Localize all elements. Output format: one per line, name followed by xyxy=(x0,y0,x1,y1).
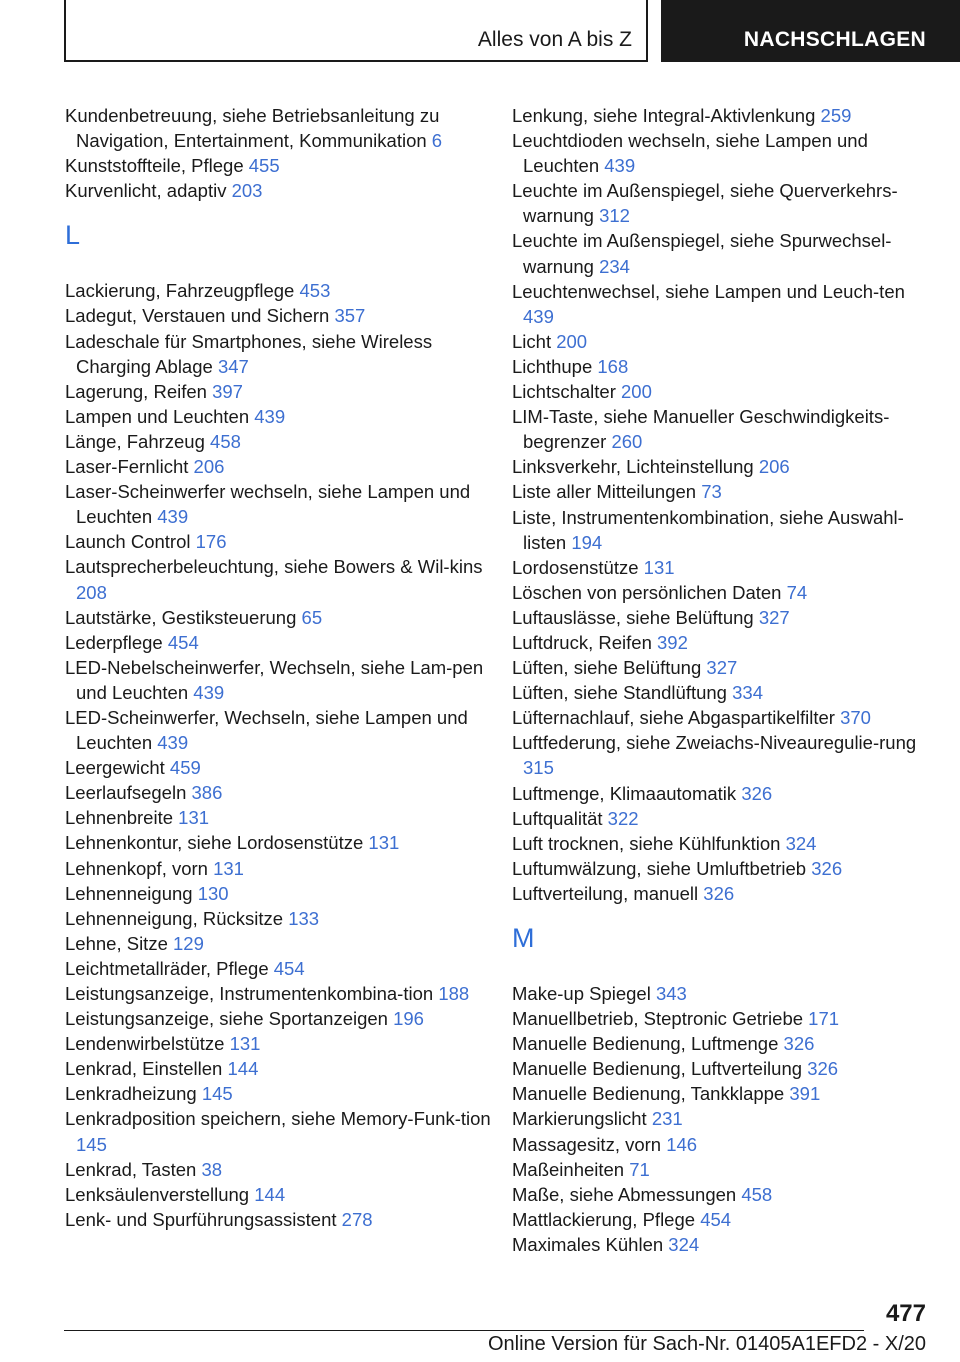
index-entry xyxy=(65,178,495,203)
index-entry xyxy=(512,1232,932,1257)
index-entry-text: Maße, siehe Abmessungen xyxy=(512,1183,737,1205)
index-column-right xyxy=(512,103,932,1257)
index-entry xyxy=(65,605,495,630)
index-entry-text: Ladegut, Verstauen und Sichern xyxy=(65,305,330,327)
page-link[interactable]: 327 xyxy=(758,606,790,628)
index-entry xyxy=(512,1056,932,1081)
page-link[interactable]: 144 xyxy=(227,1058,259,1080)
index-entry xyxy=(65,956,495,981)
page-link[interactable]: 133 xyxy=(288,907,320,929)
page-link[interactable]: 145 xyxy=(76,1133,107,1155)
index-entry-text: Leichtmetallräder, Pflege xyxy=(65,957,269,979)
index-entry xyxy=(512,680,932,705)
index-entry xyxy=(65,755,495,780)
index-entry xyxy=(512,630,932,655)
index-entry-text: Luftmenge, Klimaautomatik xyxy=(512,782,737,804)
index-entry-text: Make-up Spiegel xyxy=(512,983,651,1004)
index-entry-text: Luft trocknen, siehe Kühlfunktion xyxy=(512,832,781,854)
index-entry xyxy=(65,805,495,830)
index-entry xyxy=(512,881,932,906)
index-entry xyxy=(65,881,495,906)
index-entry-text: Lordosenstütze xyxy=(512,556,639,578)
index-entry xyxy=(65,404,495,429)
index-entry xyxy=(512,1031,932,1056)
index-entry xyxy=(65,153,495,178)
index-entry-text: Lautsprecherbeleuchtung, siehe Bowers & Wil-kins xyxy=(65,556,483,578)
index-entry-text: Luftverteilung, manuell xyxy=(512,882,699,904)
index-letter-heading: M xyxy=(512,923,535,953)
page-link[interactable]: 458 xyxy=(741,1183,773,1205)
index-entry-text: Lenkradheizung xyxy=(65,1083,197,1105)
index-entry-text: Manuelle Bedienung, Luftmenge xyxy=(512,1033,779,1055)
page-link[interactable]: 370 xyxy=(840,707,871,729)
page-link[interactable]: 208 xyxy=(76,581,107,603)
page-link[interactable]: 73 xyxy=(701,481,722,503)
page-link[interactable]: 131 xyxy=(368,832,400,854)
page-link[interactable]: 231 xyxy=(651,1108,683,1130)
page-link[interactable]: 74 xyxy=(786,581,808,603)
index-entry xyxy=(512,329,932,354)
index-entry-text: Leerlaufsegeln xyxy=(65,782,187,804)
page-link[interactable]: 130 xyxy=(197,882,229,904)
index-entry xyxy=(65,329,495,379)
index-entry-text: Laser-Fernlicht xyxy=(65,456,189,478)
index-entry-text: Lenkung, siehe Integral-Aktivlenkung xyxy=(512,105,816,126)
page-link[interactable]: 65 xyxy=(301,606,323,628)
index-entry xyxy=(65,529,495,554)
page-link[interactable]: 38 xyxy=(201,1158,223,1180)
index-entry-text: Ladeschale für Smartphones, siehe Wireless Charging Ablage xyxy=(65,330,433,377)
index-entry-text: Lagerung, Reifen xyxy=(65,380,207,402)
index-entry-text: Lautstärke, Gestiksteuerung xyxy=(65,606,297,628)
page-link[interactable]: 439 xyxy=(604,155,636,177)
index-entry-text: Lenk- und Spurführungsassistent xyxy=(65,1208,337,1230)
index-entry xyxy=(512,178,932,228)
index-entry xyxy=(65,429,495,454)
index-entry-text: Laser-Scheinwerfer wechseln, siehe Lampen und Leuchten xyxy=(65,481,471,528)
index-entry-text: Lenkradposition speichern, siehe Memory-Funk-tion xyxy=(65,1108,491,1130)
index-entry-text: Lendenwirbelstütze xyxy=(65,1033,225,1055)
index-entry xyxy=(65,705,495,755)
page-link[interactable]: 439 xyxy=(193,681,225,703)
index-entry-text: Liste, Instrumentenkombination, siehe Auswahl-listen xyxy=(512,506,904,553)
index-entry xyxy=(65,981,495,1006)
index-entry xyxy=(512,981,932,1006)
index-entry xyxy=(512,806,932,831)
page-link[interactable]: 454 xyxy=(167,631,199,653)
index-entry xyxy=(512,1182,932,1207)
index-entry xyxy=(512,454,932,479)
page-link[interactable]: 146 xyxy=(666,1133,698,1155)
page-link[interactable]: 439 xyxy=(157,506,189,528)
index-entry-text: Lenksäulenverstellung xyxy=(65,1183,250,1205)
index-entry xyxy=(65,379,495,404)
index-entry-text: Kurvenlicht, adaptiv xyxy=(65,180,227,202)
page-link[interactable]: 206 xyxy=(193,456,225,478)
page-link[interactable]: 278 xyxy=(341,1208,373,1230)
index-entry-text: Lichtschalter xyxy=(512,381,616,403)
page-link[interactable]: 439 xyxy=(523,305,554,327)
page-link[interactable]: 6 xyxy=(431,130,443,152)
index-entry-text: Luftfederung, siehe Zweiachs-Niveauregulie-rung xyxy=(512,732,917,754)
index-entry xyxy=(65,454,495,479)
index-entry-text: Liste aller Mitteilungen xyxy=(512,481,697,503)
index-entry xyxy=(65,1207,495,1232)
index-column-left xyxy=(65,103,495,1232)
page-link[interactable]: 171 xyxy=(808,1008,840,1030)
index-entry-text: Markierungslicht xyxy=(512,1108,647,1130)
page-link[interactable]: 194 xyxy=(571,531,603,553)
index-entry-text: Mattlackierung, Pflege xyxy=(512,1208,696,1230)
index-entry xyxy=(512,228,932,278)
index-entry-text: Lehne, Sitze xyxy=(65,932,168,954)
index-entry-text: Lenkrad, Einstellen xyxy=(65,1058,223,1080)
index-entry-text: Luftdruck, Reifen xyxy=(512,631,652,653)
page-link[interactable]: 324 xyxy=(668,1233,700,1255)
page-link[interactable]: 459 xyxy=(169,757,201,779)
header-tab[interactable] xyxy=(661,0,960,62)
page-link[interactable]: 391 xyxy=(789,1083,821,1105)
index-entry-text: Leistungsanzeige, Instrumentenkombina-tion xyxy=(65,983,434,1004)
page-link[interactable]: 131 xyxy=(643,556,675,578)
index-entry xyxy=(512,479,932,504)
index-entry xyxy=(512,831,932,856)
page-link[interactable]: 386 xyxy=(191,782,223,804)
index-entry-text: LED-Nebelscheinwerfer, Wechseln, siehe Lam-pen und Leuchten xyxy=(65,656,484,703)
page-link[interactable]: 357 xyxy=(334,305,366,327)
index-entry xyxy=(65,931,495,956)
page-link[interactable]: 326 xyxy=(783,1033,815,1055)
index-entry xyxy=(512,1132,932,1157)
index-entry xyxy=(512,379,932,404)
page-link[interactable]: 454 xyxy=(700,1208,732,1230)
page-link[interactable]: 326 xyxy=(741,782,773,804)
index-entry-text: Lenkrad, Tasten xyxy=(65,1158,197,1180)
index-entry xyxy=(65,1031,495,1056)
index-entry xyxy=(512,279,932,329)
index-entry-text: Manuelle Bedienung, Tankklappe xyxy=(512,1083,785,1105)
page-link[interactable]: 129 xyxy=(173,932,204,954)
index-entry-text: Launch Control xyxy=(65,531,191,553)
index-entry-text: Leuchtenwechsel, siehe Lampen und Leuch-ten xyxy=(512,280,905,302)
footer-online-version: Online Version für Sach-Nr. 01405A1EFD2 - X/20 xyxy=(487,1333,926,1355)
page-link[interactable]: 392 xyxy=(657,631,688,653)
page-link[interactable]: 259 xyxy=(820,105,852,126)
page-link[interactable]: 334 xyxy=(732,682,763,704)
page-link[interactable]: 144 xyxy=(254,1183,286,1205)
index-entry-text: Manuellbetrieb, Steptronic Getriebe xyxy=(512,1008,804,1030)
page-link[interactable]: 324 xyxy=(785,832,817,854)
index-entry-text: Löschen von persönlichen Daten xyxy=(512,581,782,603)
header-section-title: Alles von A bis Z xyxy=(477,28,632,51)
index-entry xyxy=(65,830,495,855)
index-entry-text: Lehnenbreite xyxy=(65,807,174,829)
index-entry-text: Lehnenkopf, vorn xyxy=(65,857,208,879)
index-entry xyxy=(512,580,932,605)
index-entry xyxy=(65,103,495,153)
page-link[interactable]: 453 xyxy=(299,280,331,302)
index-entry xyxy=(512,1006,932,1031)
page-link[interactable]: 145 xyxy=(201,1083,233,1105)
page-link[interactable]: 315 xyxy=(523,757,554,779)
index-entry-text: Lehnenneigung, Rücksitze xyxy=(65,907,284,929)
index-entry xyxy=(65,630,495,655)
index-entry xyxy=(65,479,495,529)
index-entry xyxy=(65,780,495,805)
page-link[interactable]: 168 xyxy=(597,355,629,377)
index-entry-text: Lackierung, Fahrzeugpflege xyxy=(65,280,295,302)
index-entry xyxy=(512,1081,932,1106)
index-entry-text: Lichthupe xyxy=(512,355,593,377)
page-link[interactable]: 131 xyxy=(213,857,244,879)
index-entry-text: Leuchtdioden wechseln, siehe Lampen und Leuchten xyxy=(512,130,868,177)
index-entry xyxy=(512,1157,932,1182)
page-link[interactable]: 196 xyxy=(393,1008,424,1030)
page-link[interactable]: 131 xyxy=(178,807,210,829)
index-entry xyxy=(512,555,932,580)
index-entry-text: Lehnenneigung xyxy=(65,882,193,904)
index-entry-text: Lampen und Leuchten xyxy=(65,405,250,427)
page-link[interactable]: 176 xyxy=(195,531,227,553)
index-entry xyxy=(512,730,932,780)
page-link[interactable]: 131 xyxy=(229,1033,261,1055)
index-entry-text: Linksverkehr, Lichteinstellung xyxy=(512,456,754,478)
index-entry xyxy=(65,856,495,881)
page-link[interactable]: 326 xyxy=(807,1058,839,1080)
page-link[interactable]: 322 xyxy=(607,807,639,829)
index-entry xyxy=(512,705,932,730)
index-entry-text: Luftumwälzung, siehe Umluftbetrieb xyxy=(512,857,807,879)
page-link[interactable]: 71 xyxy=(629,1158,650,1180)
page-link[interactable]: 397 xyxy=(212,380,243,402)
page-link[interactable]: 439 xyxy=(157,732,189,754)
index-entry-text: Lüften, siehe Standlüftung xyxy=(512,682,727,704)
page-link[interactable]: 260 xyxy=(611,431,643,453)
index-entry xyxy=(65,1157,495,1182)
index-entry xyxy=(512,354,932,379)
index-entry-text: Luftauslässe, siehe Belüftung xyxy=(512,606,754,628)
page-link[interactable]: 326 xyxy=(811,857,843,879)
index-entry xyxy=(512,856,932,881)
page-link[interactable]: 326 xyxy=(703,882,735,904)
index-entry xyxy=(65,1056,495,1081)
index-entry xyxy=(65,1106,495,1156)
index-entry-text: Massagesitz, vorn xyxy=(512,1133,662,1155)
page-link[interactable]: 327 xyxy=(706,657,738,679)
index-entry-text: Maximales Kühlen xyxy=(512,1233,664,1255)
index-entry xyxy=(512,781,932,806)
page-link[interactable]: 200 xyxy=(621,381,652,403)
page-link[interactable]: 188 xyxy=(438,983,470,1004)
index-entry xyxy=(65,655,495,705)
index-entry-text: Maßeinheiten xyxy=(512,1158,625,1180)
page-link[interactable]: 312 xyxy=(599,205,630,227)
index-entry-text: Lehnenkontur, siehe Lordosenstütze xyxy=(65,832,364,854)
footer-divider xyxy=(64,1330,864,1331)
page-link[interactable]: 206 xyxy=(758,456,790,478)
index-entry-text: Manuelle Bedienung, Luftverteilung xyxy=(512,1058,803,1080)
page-link[interactable]: 347 xyxy=(217,355,249,377)
index-entry xyxy=(65,1182,495,1207)
index-entry xyxy=(512,1207,932,1232)
index-entry xyxy=(512,1106,932,1131)
index-entry-text: LED-Scheinwerfer, Wechseln, siehe Lampen und Leuchten xyxy=(65,706,468,754)
index-entry-text: LIM-Taste, siehe Manueller Geschwindigkeits-begrenzer xyxy=(512,406,890,453)
page-link[interactable]: 203 xyxy=(231,180,263,202)
index-entry xyxy=(65,906,495,931)
index-entry xyxy=(65,278,495,303)
index-entry-text: Leuchte im Außenspiegel, siehe Querverkehrs-warnung xyxy=(512,180,898,227)
index-letter-heading: L xyxy=(65,220,81,251)
page-link[interactable]: 234 xyxy=(599,255,630,277)
index-entry-text: Lüften, siehe Belüftung xyxy=(512,657,702,679)
page-link[interactable]: 200 xyxy=(556,330,588,352)
page-number: 477 xyxy=(885,1300,926,1327)
page-link[interactable]: 454 xyxy=(273,957,305,979)
index-entry xyxy=(65,554,495,604)
index-entry xyxy=(512,605,932,630)
page-link[interactable]: 458 xyxy=(210,430,241,452)
index-entry xyxy=(512,404,932,454)
index-entry-text: Leuchte im Außenspiegel, siehe Spurwechsel-warnung xyxy=(512,230,892,277)
index-entry xyxy=(65,1006,495,1031)
page-link[interactable]: 439 xyxy=(254,405,286,427)
page-link[interactable]: 455 xyxy=(248,155,280,177)
page-link[interactable]: 343 xyxy=(655,983,687,1004)
index-entry-text: Licht xyxy=(512,330,552,352)
index-entry xyxy=(65,303,495,328)
index-entry-text: Länge, Fahrzeug xyxy=(65,430,205,452)
index-entry xyxy=(512,128,932,178)
index-entry xyxy=(512,103,932,128)
index-entry-text: Leistungsanzeige, siehe Sportanzeigen xyxy=(65,1008,388,1030)
index-entry-text: Luftqualität xyxy=(512,807,603,829)
index-entry xyxy=(512,505,932,555)
index-entry-text: Lederpflege xyxy=(65,631,163,653)
header-tab-label: NACHSCHLAGEN xyxy=(743,28,926,51)
header-section-box xyxy=(64,0,648,62)
index-entry xyxy=(65,1081,495,1106)
index-entry-text: Kunststoffteile, Pflege xyxy=(65,155,244,177)
index-entry-text: Leergewicht xyxy=(65,757,165,779)
index-entry xyxy=(512,655,932,680)
index-entry-text: Kundenbetreuung, siehe Betriebsanleitung zu Navigation, Entertainment, Kommunikation xyxy=(65,105,440,152)
index-entry-text: Lüfternachlauf, siehe Abgaspartikelfilter xyxy=(512,707,835,729)
